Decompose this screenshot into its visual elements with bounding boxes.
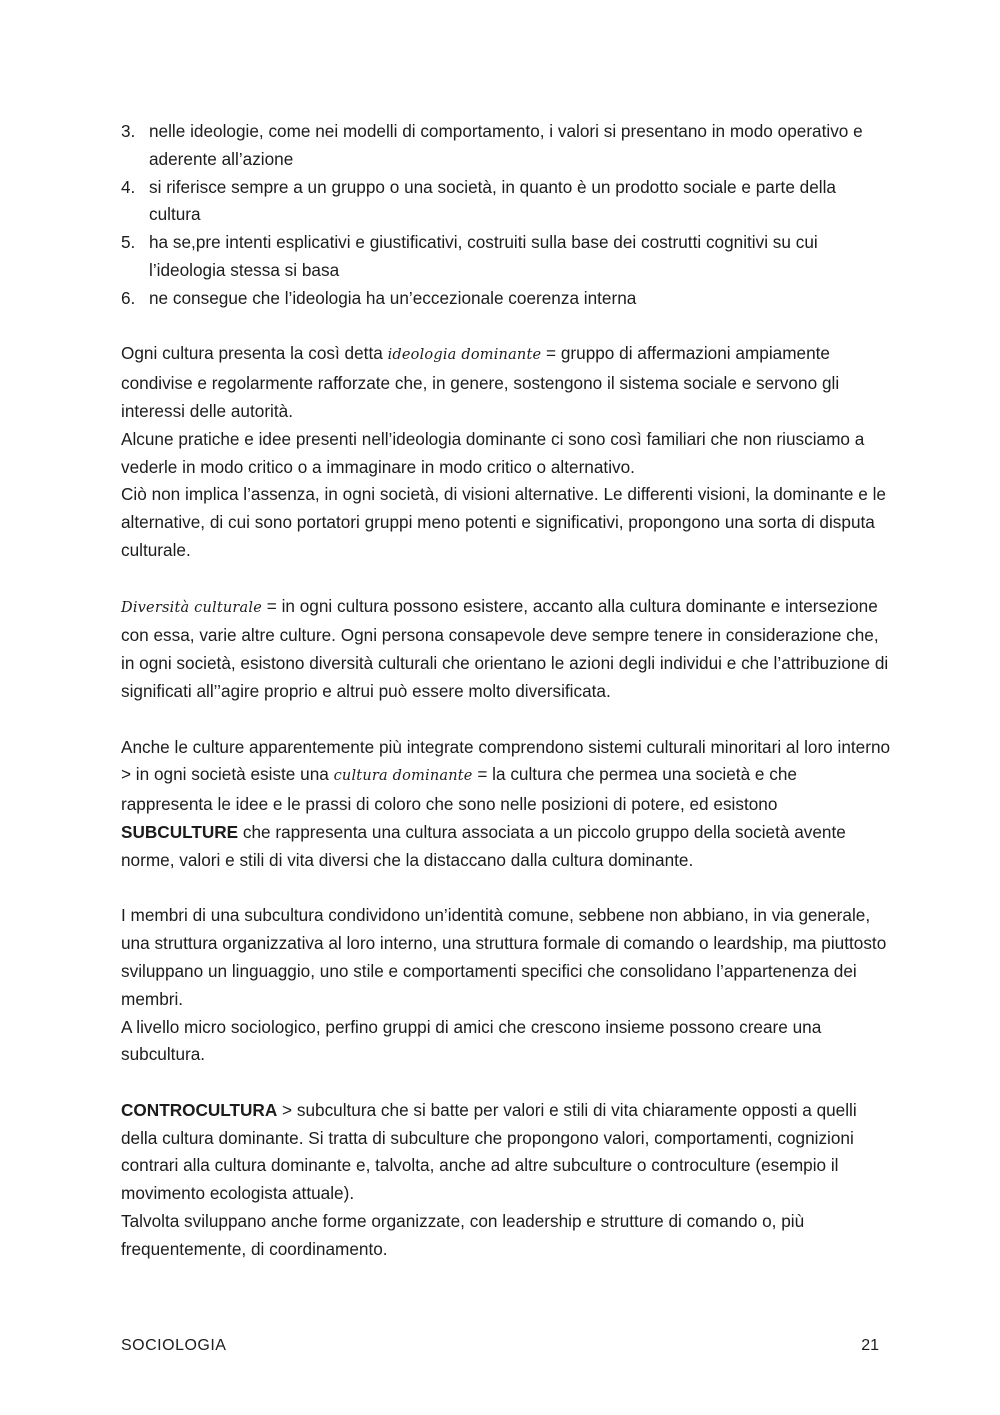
paragraph-ideologia-dominante [121,340,891,425]
list-number: 6. [121,287,136,308]
list-item [121,118,891,174]
paragraph-subculture [121,734,891,875]
text-run: = la cultura che permea una società e che rappresenta le idee e le prassi di coloro che sono nelle posizioni di potere, ed esistono [121,764,797,815]
list-text: si riferisce sempre a un gruppo o una società, in quanto è un prodotto sociale e parte della cultura [149,176,836,225]
paragraph-micro: A livello micro sociologico, perfino gruppi di amici che crescono insieme possono creare una subcultura. [121,1016,822,1065]
list-number: 5. [121,232,136,253]
page-number: 21 [861,1337,879,1354]
page-content [121,118,891,1264]
term-subculture: SUBCULTURE [121,821,239,842]
footer-title: SOCIOLOGIA [121,1337,227,1354]
text-run: che rappresenta una cultura associata a un piccolo gruppo della società avente norme, valori e stili di vita diversi che la distaccano dalla cultura dominante. [121,821,846,870]
text-run: = gruppo di affermazioni ampiamente condivise e regolarmente rafforzate che, in genere, sostengono il sistema sociale e servono gli interessi delle autorità. [121,343,840,421]
paragraph-visioni: Ciò non implica l’assenza, in ogni società, di visioni alternative. Le differenti visioni, la dominante e le alternative, di cui sono portatori gruppi meno potenti e significativi, propongono una sorta di disputa culturale. [121,484,886,560]
text-run: Ogni cultura presenta la così detta [121,343,388,364]
text-run: Anche le culture apparentemente più integrate comprendono sistemi culturali minoritari al loro interno > in ogni società esiste una [121,736,891,785]
text-run: = in ogni cultura possono esistere, accanto alla cultura dominante e intersezione con essa, varie altre culture. Ogni persona consapevole deve sempre tenere in considerazione che, in ogni società, esistono diversità culturali che orientano le azioni degli individui e che l’attribuzione di significati all’’agire proprio e altrui può essere molto diversificata. [121,595,889,701]
term-controcultura: CONTROCULTURA [121,1099,278,1120]
term-ideologia-dominante: ideologia dominante [387,347,542,364]
paragraph-diversita-culturale [121,593,891,706]
term-diversita-culturale: Diversità culturale [121,599,262,616]
list-number: 3. [121,121,136,141]
list-item [121,285,891,313]
text-run: > subcultura che si batte per valori e stili di vita chiaramente opposti a quelli della cultura dominante. Si tratta di subculture che propongono valori, comportamenti, cognizioni contrari alla cultura dominante e, talvolta, anche ad altre subculture o controculture (esempio il movimento ecologista attuale). [121,1099,857,1204]
paragraph-membri: I membri di una subcultura condividono un’identità comune, sebbene non abbiano, in via generale, una struttura organizzativa al loro interno, una struttura formale di comando o leardship, ma piuttosto sviluppano un linguaggio, uno stile e comportamenti specifici che consolidano l’appartenenza dei membri. [121,905,887,1009]
paragraph-pratiche: Alcune pratiche e idee presenti nell’ideologia dominante ci sono così familiari che non riusciamo a vederle in modo critico o a immaginare in modo critico o alternativo. [121,428,865,477]
list-text: ne consegue che l’ideologia ha un’eccezionale coerenza interna [149,287,637,308]
list-text: nelle ideologie, come nei modelli di comportamento, i valori si presentano in modo operativo e aderente all’azione [149,121,863,169]
list-number: 4. [121,176,136,197]
list-text: ha se,pre intenti esplicativi e giustificativi, costruiti sulla base dei costrutti cognitivi su cui l’ideologia stessa si basa [149,232,818,280]
list-item [121,229,891,285]
paragraph-organizzate: Talvolta sviluppano anche forme organizzate, con leadership e strutture di comando o, più frequentemente, di coordinamento. [121,1211,805,1259]
list-item [121,174,891,230]
term-cultura-dominante: cultura dominante [333,768,473,785]
paragraph-controcultura [121,1097,891,1208]
numbered-list [121,118,891,313]
